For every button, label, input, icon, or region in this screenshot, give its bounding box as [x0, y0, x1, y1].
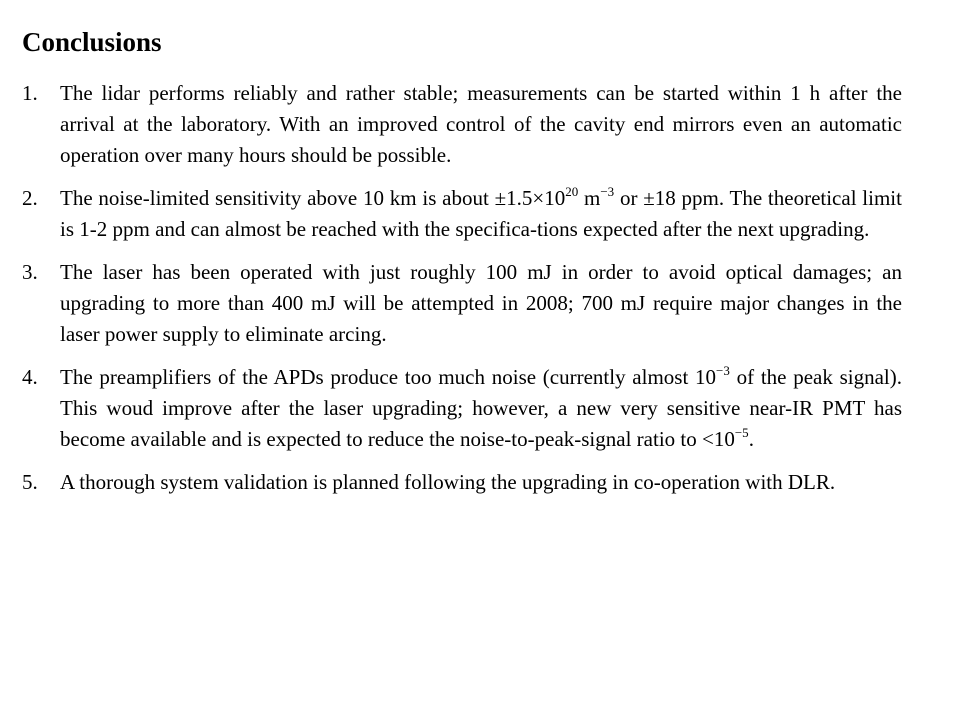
superscript: −3: [716, 363, 730, 378]
item-number: 4.: [22, 365, 38, 389]
text-run: or ±18 ppm. The theoretical limit is 1-2 ppm and can almost be reached with the specifica-tions expected after the next upgrading.: [60, 186, 902, 241]
text-run: .: [748, 427, 754, 451]
item-number: 5.: [22, 470, 38, 494]
text-run: A thorough system validation is planned following the upgrading in co-operation with DLR.: [60, 470, 836, 494]
superscript: −5: [734, 425, 749, 440]
item-number: 1.: [22, 81, 38, 105]
item-text: [60, 186, 902, 241]
text-run: of the peak signal). This woud improve after the laser upgrading; however, a new very sensitive near-IR PMT has become available and is expected to reduce the noise-to-peak-signal ratio to <10: [60, 365, 903, 451]
superscript: −3: [600, 184, 615, 199]
superscript: 20: [565, 184, 579, 199]
text-run: The lidar performs reliably and rather stable; measurements can be started within 1 h after the arrival at the laboratory. With an improved control of the cavity end mirrors even an automatic operation over many hours should be possible.: [60, 81, 902, 167]
item-text: [60, 365, 902, 451]
list-item: [22, 78, 902, 171]
item-text: [60, 260, 902, 346]
text-run: The laser has been operated with just roughly 100 mJ in order to avoid optical damages; an upgrading to more than 400 mJ will be attempted in 2008; 700 mJ require major changes in the laser power supply to eliminate arcing.: [60, 260, 902, 346]
text-run: The preamplifiers of the APDs produce too much noise (currently almost 10: [60, 365, 717, 389]
list-item: [22, 183, 902, 245]
item-number: 2.: [22, 186, 38, 210]
conclusions-list: [22, 78, 902, 510]
list-item: [22, 257, 902, 350]
slide-title: Conclusions: [22, 27, 162, 57]
item-number: 3.: [22, 260, 38, 284]
item-text: [60, 81, 902, 167]
text-run: m: [578, 186, 601, 210]
item-text: [60, 470, 835, 494]
list-item: [22, 362, 902, 455]
list-item: [22, 467, 902, 498]
text-run: The noise-limited sensitivity above 10 km is about ±1.5×10: [60, 186, 566, 210]
